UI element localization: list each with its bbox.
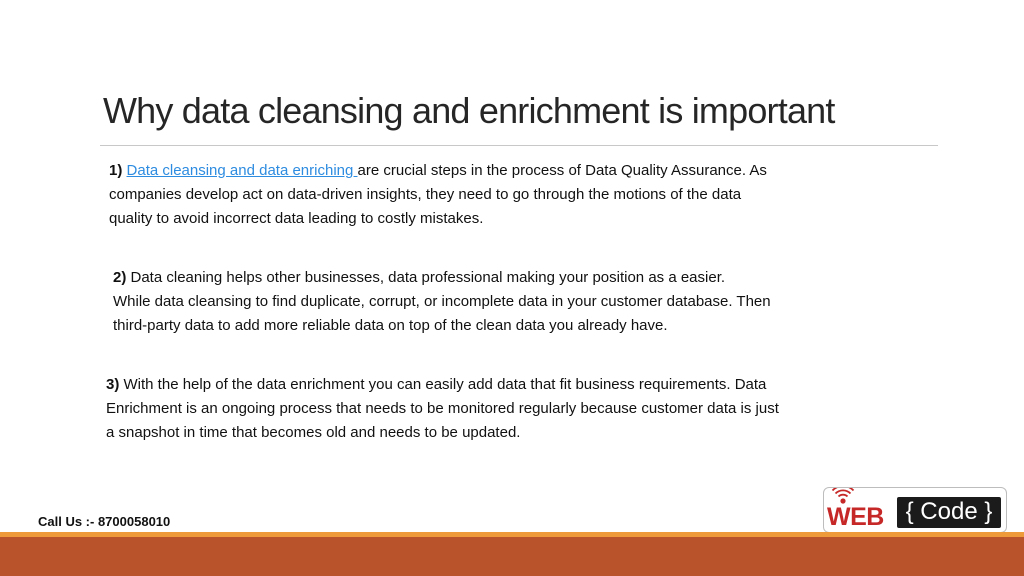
- logo-code-text: { Code }: [897, 497, 1001, 528]
- paragraph-3-line1: With the help of the data enrichment you can easily add data that fit business requirements. Data: [119, 376, 767, 393]
- paragraph-2-line3: third-party data to add more reliable data on top of the clean data you already have.: [113, 317, 668, 334]
- paragraph-2: [113, 266, 913, 338]
- slide-title: Why data cleansing and enrichment is important: [103, 90, 835, 131]
- paragraph-3-line3: a snapshot in time that becomes old and needs to be updated.: [106, 424, 521, 441]
- title-divider: [100, 145, 938, 146]
- footer-bar: [0, 537, 1024, 576]
- paragraph-3: [106, 373, 906, 445]
- paragraph-2-number: 2): [113, 269, 127, 286]
- paragraph-1-line3: quality to avoid incorrect data leading to costly mistakes.: [109, 210, 484, 227]
- call-us-text: Call Us :- 8700058010: [38, 514, 171, 529]
- logo-web-text: WEB: [827, 503, 884, 531]
- paragraph-1: [109, 159, 909, 231]
- paragraph-1-line2: companies develop act on data-driven insights, they need to go through the motions of the data: [109, 186, 742, 203]
- webcode-logo: [823, 487, 1007, 533]
- paragraph-2-line2: While data cleansing to find duplicate, corrupt, or incomplete data in your customer database. Then: [113, 293, 771, 310]
- paragraph-1-number: 1): [109, 162, 123, 179]
- data-cleansing-link[interactable]: Data cleansing and data enriching: [126, 162, 358, 179]
- paragraph-3-number: 3): [106, 376, 120, 393]
- paragraph-2-line1: Data cleaning helps other businesses, data professional making your position as a easier.: [126, 269, 726, 286]
- paragraph-3-line2: Enrichment is an ongoing process that needs to be monitored regularly because customer data is just: [106, 400, 779, 417]
- paragraph-1-line1: are crucial steps in the process of Data Quality Assurance. As: [357, 162, 767, 179]
